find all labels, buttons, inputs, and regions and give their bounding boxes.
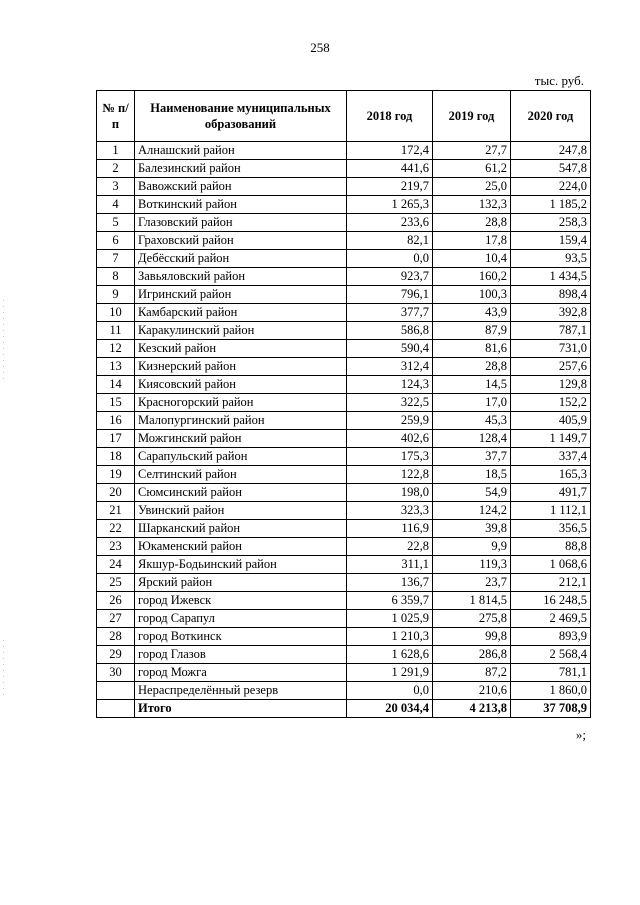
row-2018: 0,0 (347, 250, 433, 268)
row-name: Дебёсский район (135, 250, 347, 268)
row-2019: 100,3 (433, 286, 511, 304)
table-row (97, 448, 591, 466)
row-2018: 322,5 (347, 394, 433, 412)
row-2019: 28,8 (433, 358, 511, 376)
row-2020: 159,4 (511, 232, 591, 250)
row-num: 6 (97, 232, 135, 250)
row-num: 20 (97, 484, 135, 502)
row-name: Воткинский район (135, 196, 347, 214)
row-2020: 247,8 (511, 142, 591, 160)
row-2019: 25,0 (433, 178, 511, 196)
table-row (97, 610, 591, 628)
row-2019: 119,3 (433, 556, 511, 574)
row-2019: 23,7 (433, 574, 511, 592)
row-num: 18 (97, 448, 135, 466)
row-num: 3 (97, 178, 135, 196)
row-2018: 219,7 (347, 178, 433, 196)
row-num: 14 (97, 376, 135, 394)
row-name: Каракулинский район (135, 322, 347, 340)
row-2018: 1 210,3 (347, 628, 433, 646)
row-2019: 43,9 (433, 304, 511, 322)
row-num: 4 (97, 196, 135, 214)
row-2020: 152,2 (511, 394, 591, 412)
row-name: город Сарапул (135, 610, 347, 628)
table-row (97, 664, 591, 682)
row-2020: 257,6 (511, 358, 591, 376)
scan-margin-dots (3, 300, 4, 380)
row-num: 24 (97, 556, 135, 574)
row-2020: 2 568,4 (511, 646, 591, 664)
table-row (97, 322, 591, 340)
table-row (97, 628, 591, 646)
total-2019: 4 213,8 (433, 700, 511, 718)
row-num: 29 (97, 646, 135, 664)
table-row (97, 178, 591, 196)
row-2020: 898,4 (511, 286, 591, 304)
row-2020: 1 112,1 (511, 502, 591, 520)
row-num: 10 (97, 304, 135, 322)
row-num: 11 (97, 322, 135, 340)
row-2019: 99,8 (433, 628, 511, 646)
table-row (97, 268, 591, 286)
page-number: 258 (310, 40, 330, 55)
row-name: Увинский район (135, 502, 347, 520)
row-2019: 39,8 (433, 520, 511, 538)
row-num: 28 (97, 628, 135, 646)
table-row (97, 520, 591, 538)
row-2018: 172,4 (347, 142, 433, 160)
table-row (97, 592, 591, 610)
row-name: Селтинский район (135, 466, 347, 484)
row-num: 15 (97, 394, 135, 412)
row-2020: 731,0 (511, 340, 591, 358)
row-name: Игринский район (135, 286, 347, 304)
table-row (97, 358, 591, 376)
row-2020: 491,7 (511, 484, 591, 502)
row-2020: 212,1 (511, 574, 591, 592)
row-2020: 1 149,7 (511, 430, 591, 448)
table-row (97, 214, 591, 232)
row-num: 7 (97, 250, 135, 268)
closing-quote: »; (575, 727, 586, 742)
row-num (97, 682, 135, 700)
row-num: 2 (97, 160, 135, 178)
row-2020: 392,8 (511, 304, 591, 322)
row-name: Юкаменский район (135, 538, 347, 556)
row-name: Вавожский район (135, 178, 347, 196)
row-name: Якшур-Бодьинский район (135, 556, 347, 574)
row-name: Можгинский район (135, 430, 347, 448)
row-name: Сюмсинский район (135, 484, 347, 502)
row-2018: 0,0 (347, 682, 433, 700)
row-2019: 210,6 (433, 682, 511, 700)
row-2018: 136,7 (347, 574, 433, 592)
row-2018: 6 359,7 (347, 592, 433, 610)
row-2018: 377,7 (347, 304, 433, 322)
table-row (97, 502, 591, 520)
row-2018: 441,6 (347, 160, 433, 178)
row-name: Камбарский район (135, 304, 347, 322)
row-num: 30 (97, 664, 135, 682)
table-row (97, 286, 591, 304)
row-2018: 124,3 (347, 376, 433, 394)
table-row (97, 412, 591, 430)
row-num: 27 (97, 610, 135, 628)
header-name: Наименование муниципальных образований (135, 91, 347, 142)
row-2018: 586,8 (347, 322, 433, 340)
table-row (97, 646, 591, 664)
row-name: Шарканский район (135, 520, 347, 538)
table-row (97, 538, 591, 556)
header-2020: 2020 год (511, 91, 591, 142)
row-num: 8 (97, 268, 135, 286)
total-2018: 20 034,4 (347, 700, 433, 718)
table-row (97, 304, 591, 322)
row-name: город Ижевск (135, 592, 347, 610)
row-2020: 258,3 (511, 214, 591, 232)
table-row (97, 430, 591, 448)
row-name: Нераспределённый резерв (135, 682, 347, 700)
row-name: Красногорский район (135, 394, 347, 412)
row-2019: 81,6 (433, 340, 511, 358)
row-name: Сарапульский район (135, 448, 347, 466)
table-row (97, 394, 591, 412)
row-2019: 1 814,5 (433, 592, 511, 610)
row-2020: 787,1 (511, 322, 591, 340)
row-2020: 893,9 (511, 628, 591, 646)
row-2020: 1 434,5 (511, 268, 591, 286)
row-2018: 82,1 (347, 232, 433, 250)
table-row (97, 484, 591, 502)
table-row (97, 196, 591, 214)
row-2019: 160,2 (433, 268, 511, 286)
row-2019: 124,2 (433, 502, 511, 520)
row-num: 25 (97, 574, 135, 592)
row-2019: 61,2 (433, 160, 511, 178)
row-2019: 37,7 (433, 448, 511, 466)
row-num: 19 (97, 466, 135, 484)
row-2018: 233,6 (347, 214, 433, 232)
row-num: 17 (97, 430, 135, 448)
row-name: Малопургинский район (135, 412, 347, 430)
row-num: 13 (97, 358, 135, 376)
header-num: № п/п (97, 91, 135, 142)
row-2020: 2 469,5 (511, 610, 591, 628)
row-2018: 402,6 (347, 430, 433, 448)
row-2018: 1 291,9 (347, 664, 433, 682)
row-name: город Глазов (135, 646, 347, 664)
budget-table (96, 90, 591, 718)
row-2018: 116,9 (347, 520, 433, 538)
row-2018: 259,9 (347, 412, 433, 430)
row-num: 9 (97, 286, 135, 304)
table-row (97, 250, 591, 268)
scan-margin-dots (3, 640, 4, 700)
header-2018: 2018 год (347, 91, 433, 142)
row-2019: 128,4 (433, 430, 511, 448)
row-2018: 1 628,6 (347, 646, 433, 664)
row-2019: 10,4 (433, 250, 511, 268)
table-row (97, 160, 591, 178)
row-2018: 312,4 (347, 358, 433, 376)
row-2018: 122,8 (347, 466, 433, 484)
table-row (97, 466, 591, 484)
row-2020: 781,1 (511, 664, 591, 682)
table-header-row (97, 91, 591, 142)
row-2019: 9,9 (433, 538, 511, 556)
row-num: 5 (97, 214, 135, 232)
table-row (97, 574, 591, 592)
total-row (97, 700, 591, 718)
row-2020: 16 248,5 (511, 592, 591, 610)
row-name: Глазовский район (135, 214, 347, 232)
row-2018: 796,1 (347, 286, 433, 304)
row-2019: 45,3 (433, 412, 511, 430)
row-2018: 923,7 (347, 268, 433, 286)
units-label: тыс. руб. (534, 73, 584, 88)
row-2019: 17,0 (433, 394, 511, 412)
row-2018: 1 265,3 (347, 196, 433, 214)
total-num (97, 700, 135, 718)
table-body (97, 142, 591, 700)
row-num: 22 (97, 520, 135, 538)
row-name: Завьяловский район (135, 268, 347, 286)
table-row (97, 556, 591, 574)
row-2019: 286,8 (433, 646, 511, 664)
table-row (97, 376, 591, 394)
total-label: Итого (135, 700, 347, 718)
row-2020: 547,8 (511, 160, 591, 178)
row-2019: 54,9 (433, 484, 511, 502)
row-num: 26 (97, 592, 135, 610)
row-2018: 311,1 (347, 556, 433, 574)
table-row (97, 232, 591, 250)
row-2020: 165,3 (511, 466, 591, 484)
row-2018: 1 025,9 (347, 610, 433, 628)
row-2019: 27,7 (433, 142, 511, 160)
row-num: 12 (97, 340, 135, 358)
row-name: Киясовский район (135, 376, 347, 394)
row-2020: 1 068,6 (511, 556, 591, 574)
row-name: город Воткинск (135, 628, 347, 646)
row-name: Ярский район (135, 574, 347, 592)
row-2018: 175,3 (347, 448, 433, 466)
table-row (97, 682, 591, 700)
row-2019: 14,5 (433, 376, 511, 394)
row-2019: 17,8 (433, 232, 511, 250)
row-name: Балезинский район (135, 160, 347, 178)
row-2019: 87,9 (433, 322, 511, 340)
row-2020: 129,8 (511, 376, 591, 394)
row-2019: 132,3 (433, 196, 511, 214)
header-2019: 2019 год (433, 91, 511, 142)
row-2018: 22,8 (347, 538, 433, 556)
row-name: Кизнерский район (135, 358, 347, 376)
row-num: 1 (97, 142, 135, 160)
row-2019: 18,5 (433, 466, 511, 484)
row-num: 21 (97, 502, 135, 520)
row-2018: 198,0 (347, 484, 433, 502)
row-2018: 590,4 (347, 340, 433, 358)
row-name: Кезский район (135, 340, 347, 358)
row-2020: 356,5 (511, 520, 591, 538)
row-2020: 405,9 (511, 412, 591, 430)
total-2020: 37 708,9 (511, 700, 591, 718)
row-num: 23 (97, 538, 135, 556)
row-2018: 323,3 (347, 502, 433, 520)
row-2020: 88,8 (511, 538, 591, 556)
row-2019: 28,8 (433, 214, 511, 232)
row-2019: 275,8 (433, 610, 511, 628)
table-row (97, 142, 591, 160)
row-2019: 87,2 (433, 664, 511, 682)
row-2020: 337,4 (511, 448, 591, 466)
row-num: 16 (97, 412, 135, 430)
row-name: Граховский район (135, 232, 347, 250)
row-2020: 224,0 (511, 178, 591, 196)
row-name: Алнашский район (135, 142, 347, 160)
row-2020: 93,5 (511, 250, 591, 268)
row-name: город Можга (135, 664, 347, 682)
table-row (97, 340, 591, 358)
row-2020: 1 860,0 (511, 682, 591, 700)
row-2020: 1 185,2 (511, 196, 591, 214)
